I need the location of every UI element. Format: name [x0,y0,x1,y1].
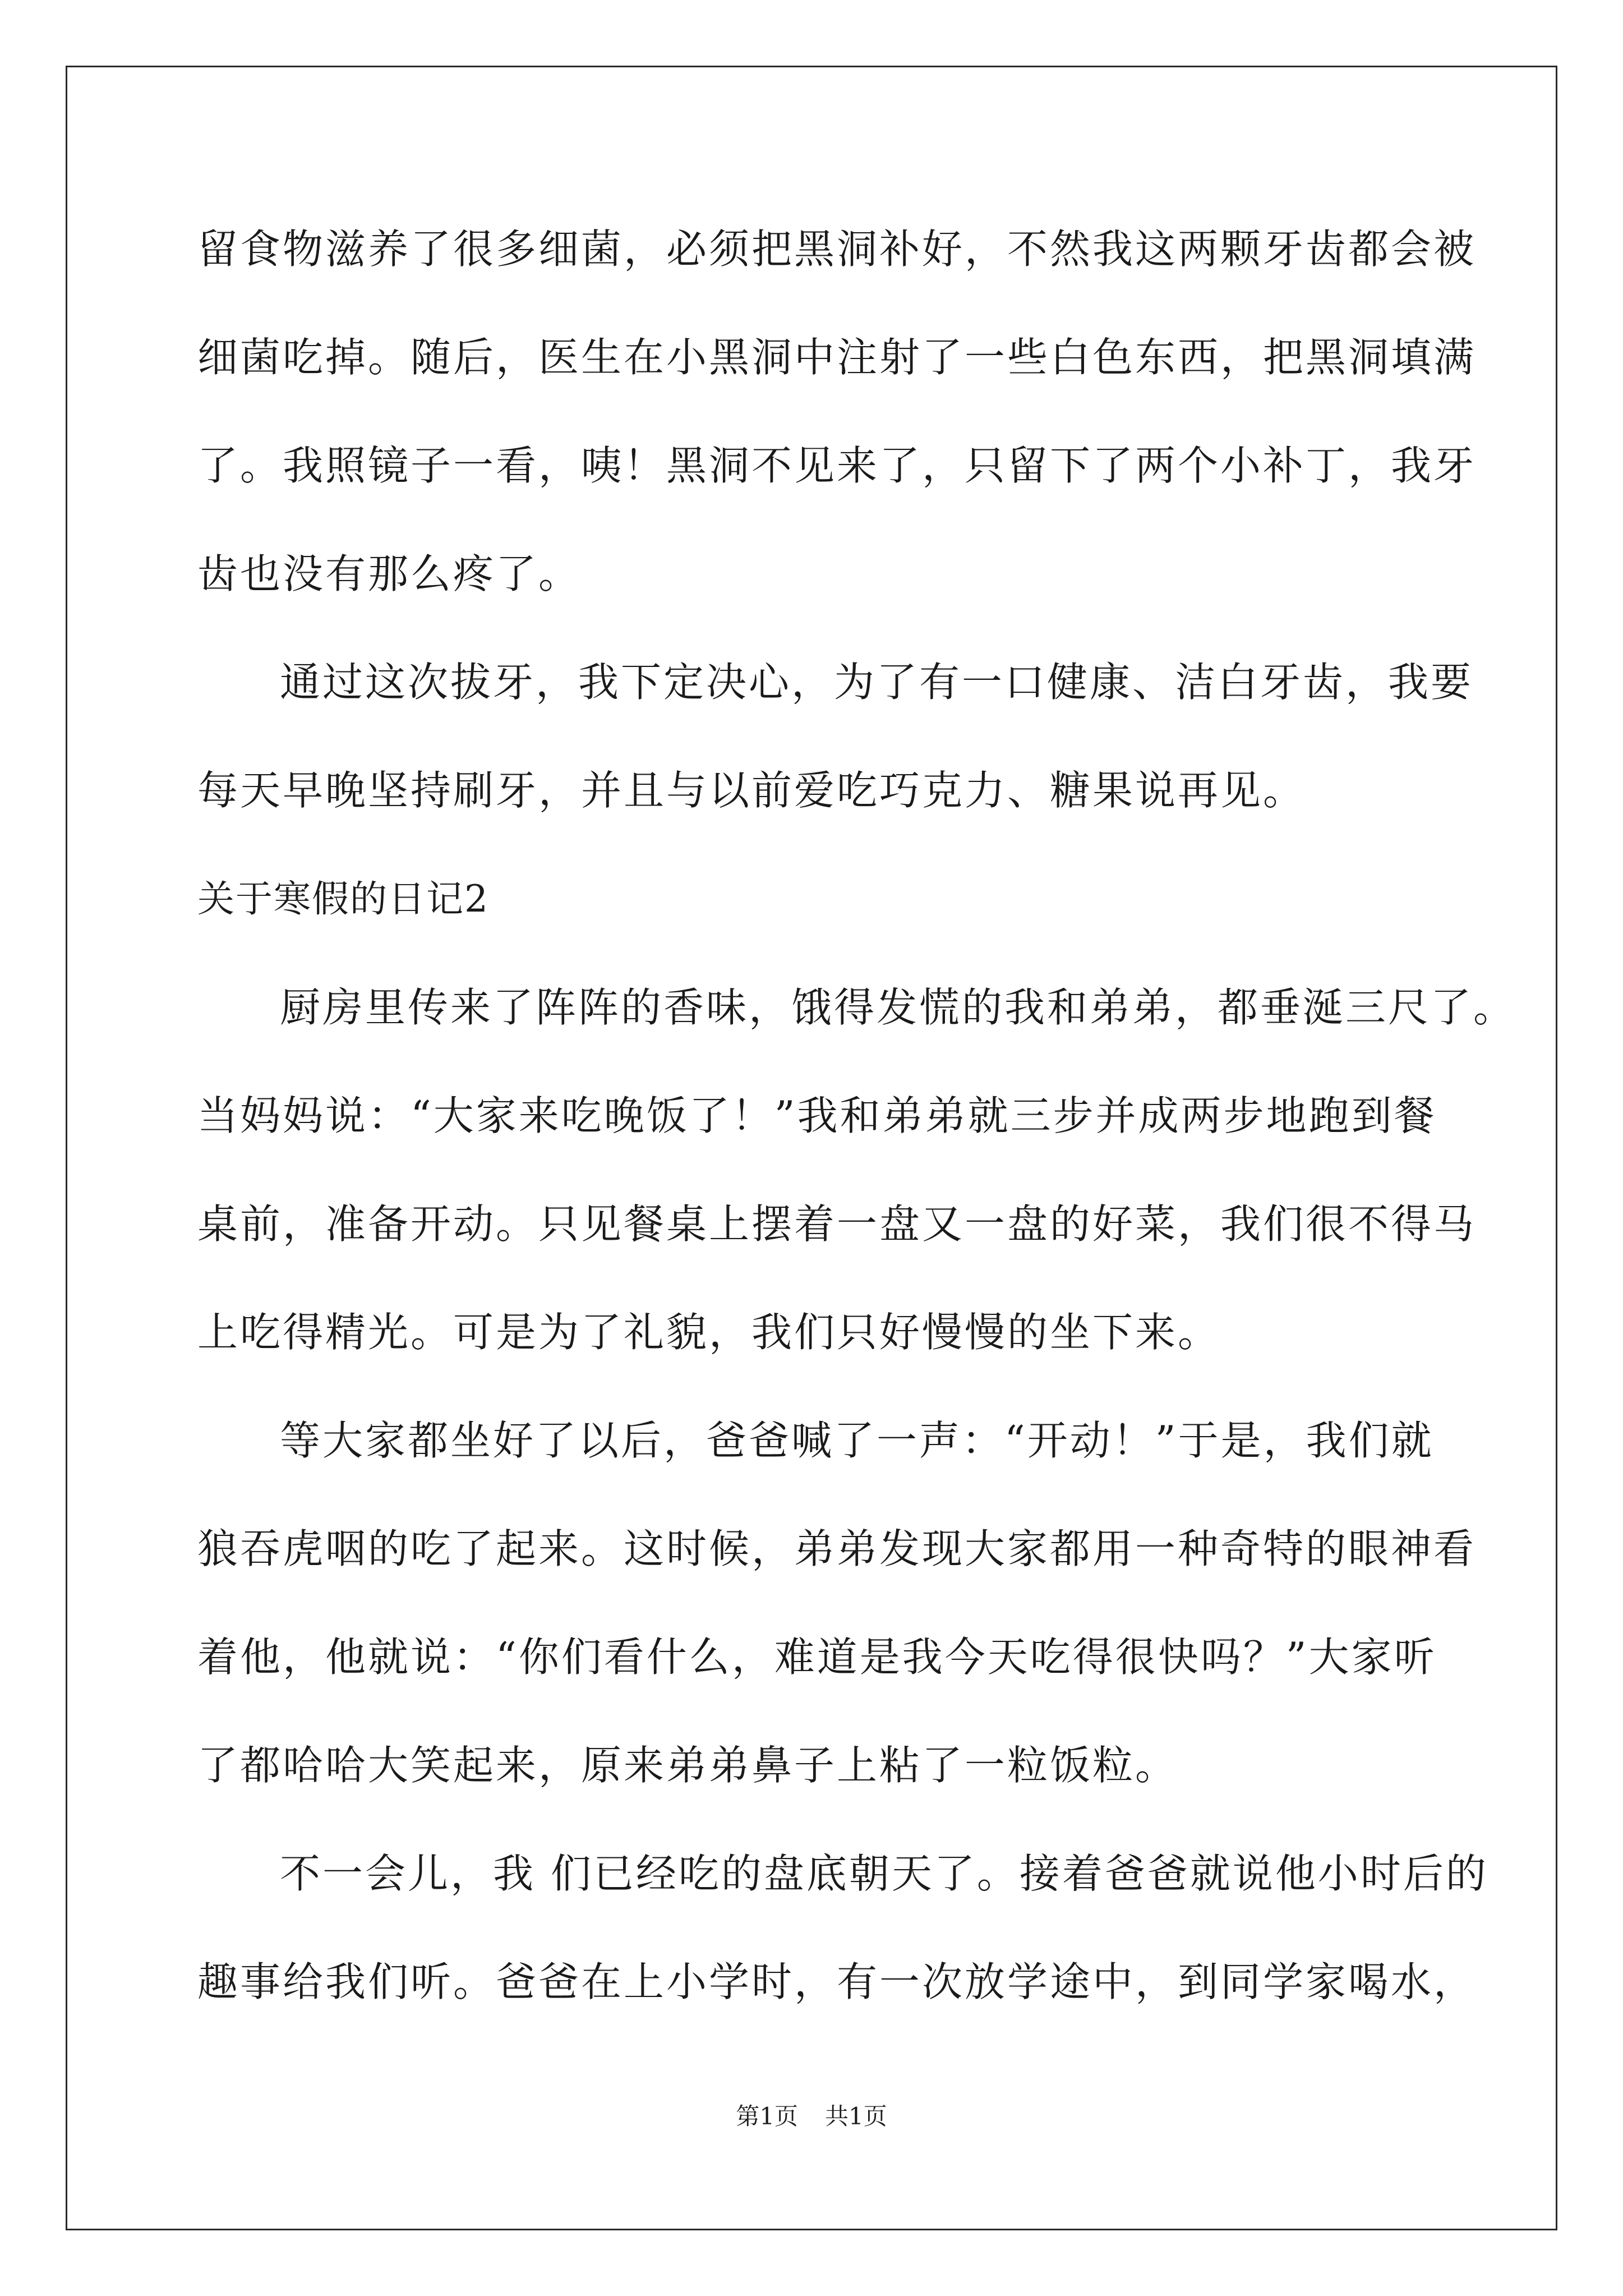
paragraph-3-line-2: 当妈妈说：“大家来吃晚饭了！”我和弟弟就三步并成两步地跑到餐 [197,1092,1437,1139]
paragraph-4-line-4: 了都哈哈大笑起来，原来弟弟鼻子上粘了一粒饭粒。 [197,1742,1178,1789]
paragraph-1-line-4: 齿也没有那么疼了。 [197,550,582,597]
page-footer [0,2101,1623,2132]
paragraph-1-line-3: 了。我照镜子一看，咦！黑洞不见来了，只留下了两个小补丁，我牙 [197,442,1477,489]
paragraph-3-line-3: 桌前，准备开动。只见餐桌上摆着一盘又一盘的好菜，我们很不得马 [197,1200,1477,1248]
paragraph-2-line-1: 通过这次拔牙，我下定决心，为了有一口健康、洁白牙齿，我要 [280,659,1474,706]
paragraph-3-line-4: 上吃得精光。可是为了礼貌，我们只好慢慢的坐下来。 [197,1309,1221,1356]
paragraph-2-line-2: 每天早晚坚持刷牙，并且与以前爱吃巧克力、糖果说再见。 [197,767,1306,814]
page-border [66,66,1557,2230]
page-total: 共1页 [825,2102,887,2130]
paragraph-4-line-2: 狼吞虎咽的吃了起来。这时候，弟弟发现大家都用一种奇特的眼神看 [197,1525,1477,1572]
page-number: 第1页 [736,2102,798,2130]
paragraph-4-line-1: 等大家都坐好了以后，爸爸喊了一声：“开动！”于是，我们就 [280,1417,1434,1464]
paragraph-5-line-2: 趣事给我们听。爸爸在上小学时，有一次放学途中，到同学家喝水， [197,1958,1477,2005]
paragraph-1-line-2: 细菌吃掉。随后，医生在小黑洞中注射了一些白色东西，把黑洞填满 [197,334,1477,381]
paragraph-3-line-1: 厨房里传来了阵阵的香味，饿得发慌的我和弟弟，都垂涎三尺了。 [280,984,1516,1031]
paragraph-4-line-3: 着他，他就说：“你们看什么，难道是我今天吃得很快吗？”大家听 [197,1634,1437,1681]
section-heading: 关于寒假的日记2 [197,877,489,921]
paragraph-5-line-1: 不一会儿，我 们已经吃的盘底朝天了。接着爸爸就说他小时后的 [280,1850,1488,1897]
paragraph-1-line-1: 留食物滋养了很多细菌，必须把黑洞补好，不然我这两颗牙齿都会被 [197,226,1477,273]
